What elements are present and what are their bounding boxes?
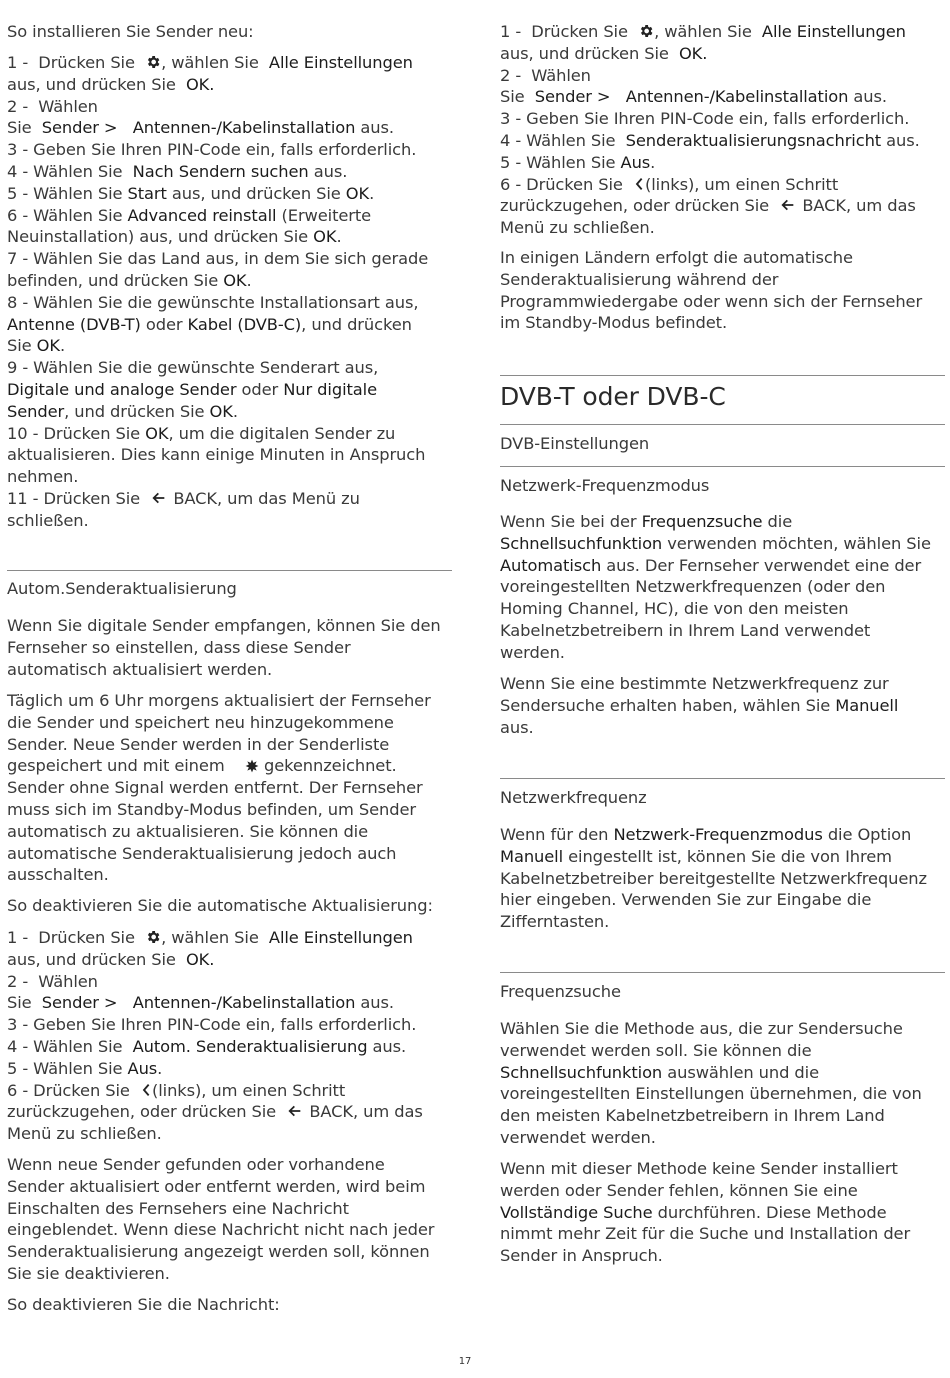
step-2: 2 - Wählen (500, 65, 591, 85)
auto-update-paragraph-2: Täglich um 6 Uhr morgens aktualisiert der Fernseher die Sender und speichert neu hinzugekommene Sender. Neue Sender werden in der Senderliste gespeichert und mit einem gekennzeichnet. Sender ohne Signal werden entfernt. Der Fernseher muss sich im Standby-Modus befinden, um Sender automatisch zu aktualisieren. Sie können die automatische Senderaktualisierung jedoch auch ausschalten. (7, 691, 431, 885)
auto-update-paragraph-5: So deaktivieren Sie die Nachricht: (7, 1295, 280, 1314)
step-2: 2 - Wählen (7, 96, 98, 116)
section-divider (500, 466, 945, 467)
step-6: 6 - Wählen Sie Advanced reinstall (Erweiterte (7, 205, 372, 225)
step-3: 3 - Geben Sie Ihren PIN-Code ein, falls erforderlich. (7, 1015, 417, 1035)
auto-update-paragraph-4: Wenn neue Sender gefunden oder vorhandene Sender aktualisiert oder entfernt werden, wird beim Einschalten des Fernsehers eine Nachricht eingeblendet. Wenn diese Nachricht nicht nach jeder Senderaktualisierung angezeigt werden soll, können Sie sie deaktivieren. (7, 1155, 435, 1283)
frequency-search-heading: Frequenzsuche (500, 982, 621, 1001)
step-7: 7 - Wählen Sie das Land aus, in dem Sie sich gerade (7, 249, 429, 269)
step-6: 6 - Drücken Sie (links), um einen Schritt (7, 1080, 346, 1100)
gear-icon (145, 929, 161, 945)
step-10: 10 - Drücken Sie OK, um die digitalen Sender zu (7, 423, 396, 443)
step-5: 5 - Wählen Sie Aus. (500, 152, 656, 172)
back-arrow-icon (779, 197, 797, 213)
auto-update-paragraph-3: So deaktivieren Sie die automatische Aktualisierung: (7, 896, 433, 915)
step-4: 4 - Wählen Sie Autom. Senderaktualisierung aus. (7, 1036, 407, 1056)
step-9: 9 - Wählen Sie die gewünschte Senderart aus, (7, 358, 379, 378)
network-frequency-mode-heading: Netzwerk-Frequenzmodus (500, 476, 710, 495)
step-3: 3 - Geben Sie Ihren PIN-Code ein, falls erforderlich. (500, 109, 910, 129)
step-4: 4 - Wählen Sie Senderaktualisierungsnachricht aus. (500, 130, 920, 150)
network-frequency-paragraph: Wenn für den Netzwerk-Frequenzmodus die Option Manuell eingestellt ist, können Sie die von Ihrem Kabelnetzbetreiber bereitgestellte Netzwerkfrequenz hier eingeben. Verwenden Sie zur Eingabe die Zifferntasten. (500, 825, 927, 932)
step-1: 1 - Drücken Sie , wählen Sie Alle Einstellungen (7, 53, 413, 72)
dvb-settings-heading: DVB-Einstellungen (500, 434, 650, 453)
section-divider (7, 570, 452, 571)
auto-update-steps: 1 - Drücken Sie , wählen Sie Alle Einstellungen aus, und drücken Sie OK. 2 - Wählen Sie Sender > Antennen-/Kabelinstallation aus. 3 - Geben Sie Ihren PIN-Code ein, falls erforderlich. 4 - Wählen Sie Autom. Senderaktualisierung aus. 5 - Wählen Sie Aus. 6 - Drücken Sie (links), um einen Schritt zurückzugehen, oder drücken Sie BACK, um das Menü zu schließen. (7, 927, 452, 1145)
network-frequency-heading: Netzwerkfrequenz (500, 788, 647, 807)
step-6: 6 - Drücken Sie (links), um einen Schritt (500, 174, 839, 194)
back-arrow-icon (150, 490, 168, 506)
network-frequency-mode-paragraph-2: Wenn Sie eine bestimmte Netzwerkfrequenz zur Sendersuche erhalten haben, wählen Sie Manuell aus. (500, 674, 899, 737)
step-3: 3 - Geben Sie Ihren PIN-Code ein, falls erforderlich. (7, 140, 417, 160)
gear-icon (638, 23, 654, 39)
section-divider (500, 424, 945, 425)
step-5: 5 - Wählen Sie Aus. (7, 1058, 163, 1078)
section-divider (500, 375, 945, 376)
step-1: 1 - Drücken Sie , wählen Sie Alle Einstellungen (7, 928, 413, 947)
gear-icon (145, 54, 161, 70)
network-frequency-mode-paragraph-1: Wenn Sie bei der Frequenzsuche die Schnellsuchfunktion verwenden möchten, wählen Sie Automatisch aus. Der Fernseher verwendet eine der voreingestellten Netzwerkfrequenzen (oder den Homing Channel, HC), die von den meisten Kabelnetzbetreibern in Ihrem Land verwendet werden. (500, 512, 931, 662)
auto-update-paragraph-1: Wenn Sie digitale Sender empfangen, können Sie den Fernseher so einstellen, dass diese Sender automatisch aktualisiert werden. (7, 616, 441, 679)
page-number: 17 (458, 1356, 472, 1367)
section-divider (500, 778, 945, 779)
reinstall-steps: 1 - Drücken Sie , wählen Sie Alle Einstellungen aus, und drücken Sie OK. 2 - Wählen Sie Sender > Antennen-/Kabelinstallation aus. 3 - Geben Sie Ihren PIN-Code ein, falls erforderlich. 4 - Wählen Sie Nach Sendern suchen aus. 5 - Wählen Sie Start aus, und drücken Sie OK. 6 - Wählen Sie Advanced reinstall (Erweiterte Neuinstallation) aus, und drücken Sie OK. 7 - Wählen Sie das Land aus, in dem Sie sich gerade befinden, und drücken Sie OK. 8 - Wählen Sie die gewünschte Installationsart aus, Antenne (DVB-T) oder Kabel (DVB-C), und drücken Sie OK. 9 - Wählen Sie die gewünschte Senderart aus, Digitale und analoge Sender oder Nur digitale Sender, und drücken Sie OK. 10 - Drücken Sie OK, um die digitalen Sender zu aktualisieren. Dies kann einige Minuten in Anspruch nehmen. 11 - Drücken Sie BACK, um das Menü zu schließen. (7, 52, 452, 532)
step-4: 4 - Wählen Sie Nach Sendern suchen aus. (7, 161, 348, 181)
step-1: 1 - Drücken Sie , wählen Sie Alle Einstellungen (500, 22, 906, 41)
chevron-left-icon (140, 1082, 152, 1098)
chevron-left-icon (633, 176, 645, 192)
section-title: DVB-T oder DVB-C (500, 382, 726, 411)
back-arrow-icon (286, 1103, 304, 1119)
reinstall-intro: So installieren Sie Sender neu: (7, 22, 254, 41)
auto-update-heading: Autom.Senderaktualisierung (7, 579, 237, 598)
auto-update-note: In einigen Ländern erfolgt die automatische Senderaktualisierung während der Programmwiedergabe oder wenn sich der Fernseher im Standby-Modus befindet. (500, 248, 923, 333)
frequency-search-paragraph-2: Wenn mit dieser Methode keine Sender installiert werden oder Sender fehlen, können Sie eine Vollständige Suche durchführen. Diese Methode nimmt mehr Zeit für die Suche und Installation der Sender in Anspruch. (500, 1159, 911, 1266)
frequency-search-paragraph-1: Wählen Sie die Methode aus, die zur Sendersuche verwendet werden soll. Sie können die Schnellsuchfunktion auswählen und die voreingestellten Einstellungen übernehmen, die von den meisten Kabelnetzbetreibern in Ihrem Land verwendet werden. (500, 1019, 922, 1147)
step-8: 8 - Wählen Sie die gewünschte Installationsart aus, (7, 292, 419, 312)
step-2: 2 - Wählen (7, 971, 98, 991)
step-5: 5 - Wählen Sie Start aus, und drücken Sie OK. (7, 183, 375, 203)
step-11: 11 - Drücken Sie BACK, um das Menü zu (7, 488, 360, 508)
message-steps: 1 - Drücken Sie , wählen Sie Alle Einstellungen aus, und drücken Sie OK. 2 - Wählen Sie Sender > Antennen-/Kabelinstallation aus. 3 - Geben Sie Ihren PIN-Code ein, falls erforderlich. 4 - Wählen Sie Senderaktualisierungsnachricht aus. 5 - Wählen Sie Aus. 6 - Drücken Sie (links), um einen Schritt zurückzugehen, oder drücken Sie BACK, um das Menü zu schließen. (500, 21, 945, 239)
star-icon (245, 759, 259, 773)
section-divider (500, 972, 945, 973)
